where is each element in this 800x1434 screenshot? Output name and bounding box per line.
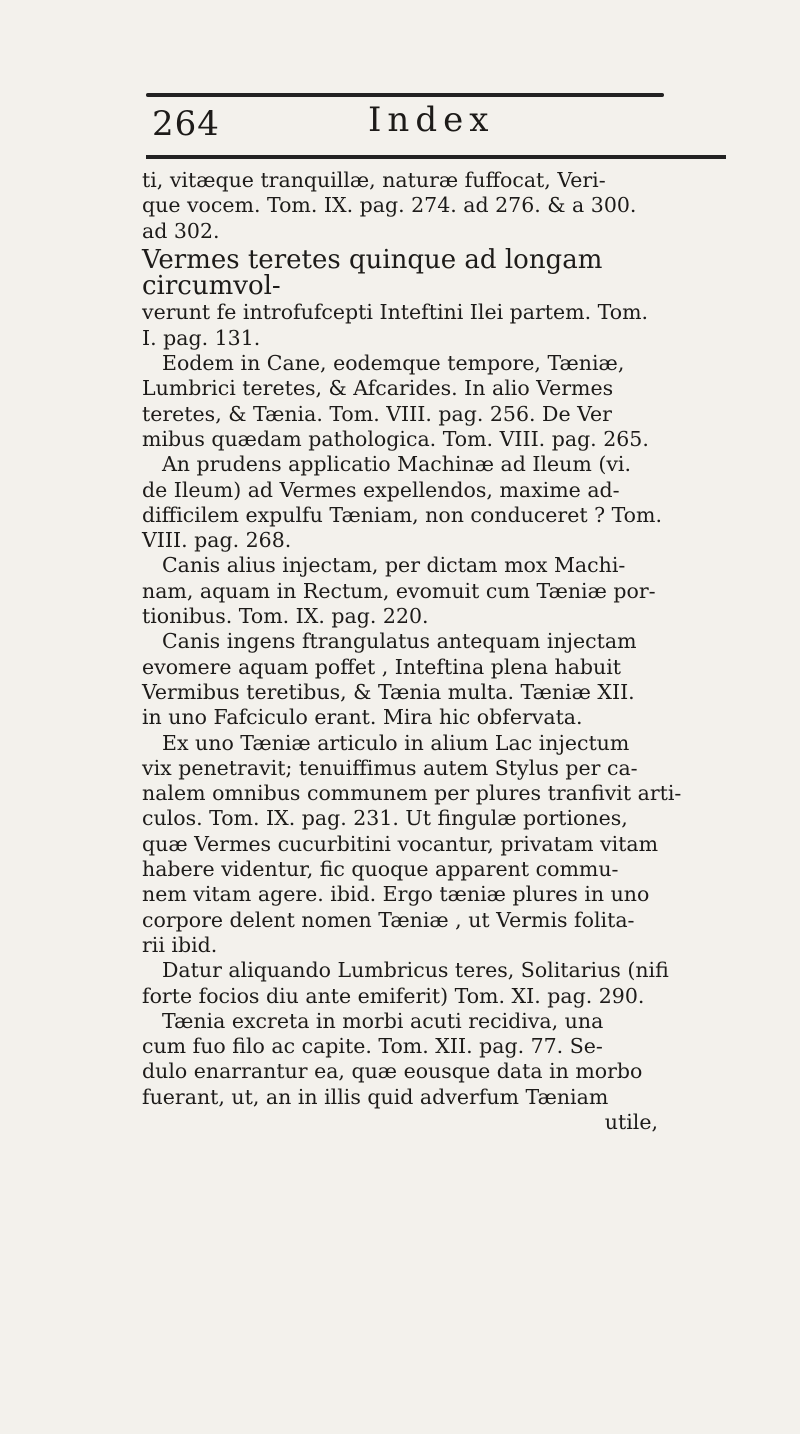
text-line: Eodem in Cane, eodemque tempore, Tæniæ, (162, 351, 625, 376)
text-line: Tænia excreta in morbi acuti recidiva, una (162, 1008, 604, 1033)
paragraph-continuation (142, 168, 728, 244)
text-line: Canis ingens ftrangulatus antequam injectam (162, 629, 637, 654)
text-line: An prudens applicatio Machinæ ad Ileum (vi. (162, 452, 631, 477)
text-line: ad 302. (142, 218, 220, 243)
paragraph (142, 731, 728, 959)
paragraph (142, 958, 728, 1009)
text-line: Datur aliquando Lumbricus teres, Solitarius (nifi (162, 958, 669, 983)
text-line: que vocem. Tom. IX. pag. 274. ad 276. & a 300. (142, 193, 637, 218)
text-line: Vermibus teretibus, & Tænia multa. Tæniæ XII. (142, 679, 635, 704)
text-line: corpore delent nomen Tæniæ , ut Vermis folita- (142, 907, 635, 932)
paragraph (142, 629, 728, 730)
catchword: utile, (604, 1109, 658, 1134)
text-line: VIII. pag. 268. (142, 528, 292, 553)
text-line: quæ Vermes cucurbitini vocantur, privatam vitam (142, 831, 659, 856)
text-line: teretes, & Tænia. Tom. VIII. pag. 256. De Ver (142, 401, 612, 426)
text-line: Lumbrici teretes, & Afcarides. In alio Vermes (142, 376, 614, 401)
index-body-text (142, 168, 728, 1135)
text-line: de Ileum) ad Vermes expellendos, maxime ad- (142, 477, 620, 502)
text-line: rii ibid. (142, 932, 218, 957)
top-border-rule (146, 93, 664, 97)
running-head: Index (368, 100, 495, 140)
text-line: Vermes teretes quinque ad longam circumvol- (142, 244, 603, 302)
text-line: difficilem expulfu Tæniam, non conduceret ? Tom. (142, 502, 662, 527)
text-line: nalem omnibus communem per plures tranfivit arti- (142, 781, 682, 806)
text-line: nem vitam agere. ibid. Ergo tæniæ plures in uno (142, 882, 650, 907)
text-line: cum fuo filo ac capite. Tom. XII. pag. 77. Se- (142, 1034, 603, 1059)
paragraph (142, 553, 728, 629)
page-header (146, 98, 726, 154)
text-line: tionibus. Tom. IX. pag. 220. (142, 604, 429, 629)
text-line: mibus quædam pathologica. Tom. VIII. pag. 265. (142, 426, 649, 451)
paragraph (142, 1009, 728, 1110)
text-line: nam, aquam in Rectum, evomuit cum Tæniæ por- (142, 578, 656, 603)
text-line: Ex uno Tæniæ articulo in alium Lac injectum (162, 730, 630, 755)
text-line: dulo enarrantur ea, quæ eousque data in morbo (142, 1059, 643, 1084)
text-line: evomere aquam poffet , Inteftina plena habuit (142, 654, 622, 679)
text-line: fuerant, ut, an in illis quid adverfum Tæniam (142, 1084, 609, 1109)
paragraph (142, 452, 728, 553)
text-line: culos. Tom. IX. pag. 231. Ut fingulæ portiones, (142, 806, 628, 831)
page-number: 264 (152, 104, 220, 144)
text-line: habere videntur, fic quoque apparent commu- (142, 857, 619, 882)
index-entry-vermes (142, 244, 728, 351)
text-line: I. pag. 131. (142, 325, 261, 350)
header-rule (146, 155, 726, 159)
text-line: forte focios diu ante emiferit) Tom. XI. pag. 290. (142, 983, 645, 1008)
paragraph (142, 351, 728, 452)
text-line: Canis alius injectam, per dictam mox Machi- (162, 553, 626, 578)
text-line: vix penetravit; tenuiffimus autem Stylus per ca- (142, 755, 638, 780)
text-line: verunt fe introfufcepti Inteftini Ilei partem. Tom. (142, 300, 649, 325)
text-line: ti, vitæque tranquillæ, naturæ fuffocat, Veri- (142, 168, 606, 192)
text-line: in uno Fafciculo erant. Mira hic obfervata. (142, 705, 583, 730)
